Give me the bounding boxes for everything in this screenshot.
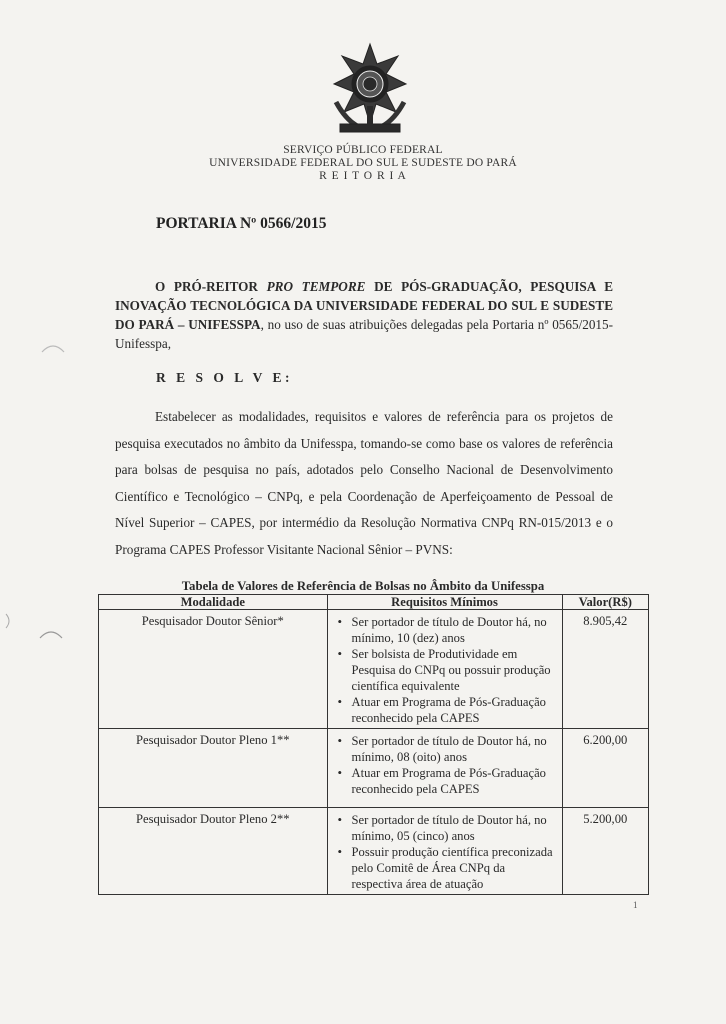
- modalidade-cell: Pesquisador Doutor Pleno 1**: [99, 729, 328, 808]
- header-university: UNIVERSIDADE FEDERAL DO SUL E SUDESTE DO PARÁ: [209, 157, 517, 169]
- body-paragraph: Estabelecer as modalidades, requisitos e valores de referência para os projetos de pesquisa executados no âmbito da Unifesspa, tomando-se como base os valores de referência para bolsas de pesquisa no país, adotados pelo Conselho Nacional de Desenvolvimento Científico e Tecnológico – CNPq, e pela Coordenação de Aperfeiçoamento de Pessoal de Nível Superior – CAPES, por intermédio da Resolução Normativa CNPq RN-015/2013 e o Programa CAPES Professor Visitante Nacional Sênior – PVNS:: [115, 409, 613, 557]
- requisito-item: • Ser portador de título de Doutor há, no mínimo, 05 (cinco) anos: [352, 812, 558, 844]
- table-row: [99, 729, 649, 808]
- brazil-coat-of-arms-icon: [330, 42, 410, 138]
- requisito-item: • Atuar em Programa de Pós-Graduação reconhecido pela CAPES: [352, 765, 558, 797]
- reference-table: [98, 594, 649, 895]
- resolve-heading: R E S O L V E:: [156, 370, 294, 385]
- requisitos-cell: [327, 729, 562, 808]
- requisitos-cell: [327, 610, 562, 729]
- col-header-requisitos: Requisitos Mínimos: [327, 595, 562, 610]
- page-number: 1: [633, 900, 638, 910]
- requisito-item: • Ser bolsista de Produtividade em Pesquisa do CNPq ou possuir produção científica equivalente: [352, 646, 558, 694]
- intro-paragraph: [115, 277, 613, 353]
- ordinance-title: PORTARIA Nº 0566/2015: [156, 215, 327, 232]
- intro-part2: PRO TEMPORE: [266, 279, 366, 294]
- requisitos-cell: [327, 808, 562, 895]
- intro-part4: , no uso de suas atribuições delegadas pela Portaria nº 0565/2015-Unifesspa,: [115, 317, 613, 351]
- modalidade-cell: Pesquisador Doutor Pleno 2**: [99, 808, 328, 895]
- table-row: [99, 808, 649, 895]
- modalidade-cell: Pesquisador Doutor Sênior*: [99, 610, 328, 729]
- table-row: [99, 610, 649, 729]
- punch-mark-icon: [4, 612, 14, 630]
- intro-part1: O PRÓ-REITOR: [155, 279, 267, 294]
- requisito-item: • Possuir produção científica preconizada pelo Comitê de Área CNPq da respectiva área de atuação: [352, 844, 558, 892]
- valor-cell: 6.200,00: [562, 729, 648, 808]
- header-service: SERVIÇO PÚBLICO FEDERAL: [283, 144, 443, 156]
- intro-part3: DE PÓS-GRADUAÇÃO, PESQUISA E INOVAÇÃO TECNOLÓGICA DA UNIVERSIDADE FEDERAL DO SUL E SUDESTE DO PARÁ – UNIFESSPA: [115, 279, 613, 332]
- valor-cell: 5.200,00: [562, 808, 648, 895]
- punch-mark-icon: [38, 626, 64, 640]
- col-header-modalidade: Modalidade: [99, 595, 328, 610]
- table-header-row: [99, 595, 649, 610]
- valor-cell: 8.905,42: [562, 610, 648, 729]
- header-rectorate: R E I T O R I A: [319, 170, 407, 182]
- table-caption: Tabela de Valores de Referência de Bolsas no Âmbito da Unifesspa: [181, 579, 545, 593]
- col-header-valor: Valor(R$): [562, 595, 648, 610]
- requisito-item: • Atuar em Programa de Pós-Graduação reconhecido pela CAPES: [352, 694, 558, 726]
- requisito-item: • Ser portador de título de Doutor há, no mínimo, 08 (oito) anos: [352, 733, 558, 765]
- requisito-item: • Ser portador de título de Doutor há, no mínimo, 10 (dez) anos: [352, 614, 558, 646]
- punch-mark-icon: [40, 340, 66, 354]
